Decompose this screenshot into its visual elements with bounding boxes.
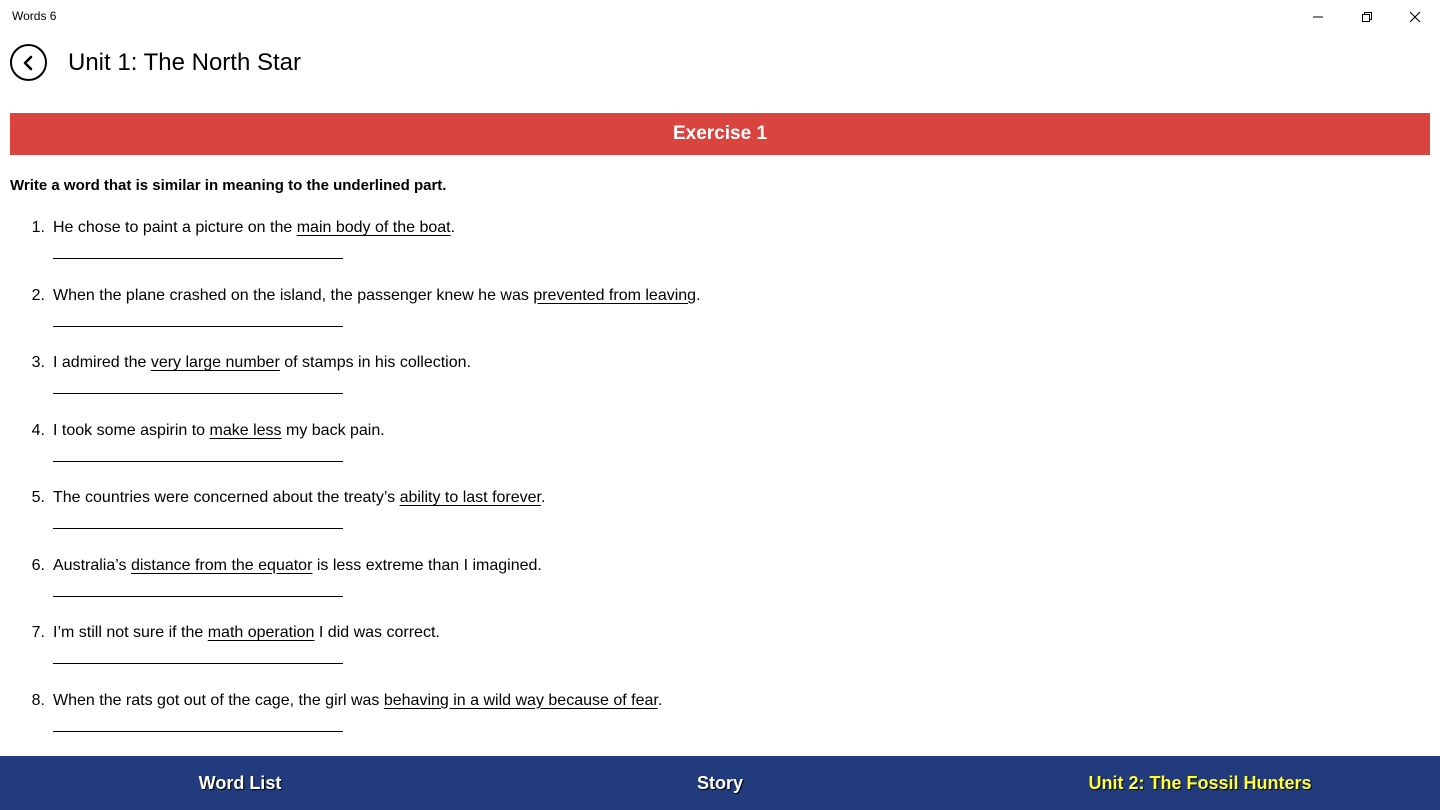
question-text: Australia’s distance from the equator is less extreme than I imagined. — [53, 556, 542, 574]
underlined-phrase: very large number — [150, 354, 280, 371]
question-text: When the plane crashed on the island, the passenger knew he was prevented from leaving. — [53, 286, 701, 304]
underlined-phrase: math operation — [207, 624, 315, 641]
question-item — [0, 689, 1440, 749]
close-icon — [1409, 11, 1421, 23]
chevron-left-icon — [21, 55, 37, 71]
answer-field[interactable] — [53, 258, 343, 259]
question-number: 4. — [31, 421, 45, 439]
answer-field[interactable] — [53, 528, 343, 529]
question-number: 2. — [31, 286, 45, 304]
minimize-button[interactable] — [1294, 0, 1342, 34]
answer-field[interactable] — [53, 461, 343, 462]
nav-next-unit[interactable]: Unit 2: The Fossil Hunters — [1088, 772, 1312, 793]
page-header — [0, 40, 1440, 90]
answer-field[interactable] — [53, 731, 343, 732]
question-number: 6. — [31, 556, 45, 574]
question-number: 1. — [31, 219, 45, 236]
question-item — [0, 419, 1440, 479]
question-item — [0, 284, 1440, 344]
close-button[interactable] — [1391, 0, 1439, 34]
nav-story[interactable]: Story — [696, 772, 743, 793]
underlined-phrase: make less — [209, 421, 282, 439]
answer-field[interactable] — [53, 393, 343, 394]
underlined-phrase: prevented from leaving — [533, 286, 697, 304]
back-button[interactable] — [10, 44, 47, 81]
question-item — [0, 216, 1440, 276]
underlined-phrase: ability to last forever — [399, 489, 541, 506]
question-number: 5. — [31, 489, 45, 506]
question-text: I took some aspirin to make less my back pain. — [53, 421, 385, 439]
restore-icon — [1361, 11, 1373, 23]
underlined-phrase: behaving in a wild way because of fear — [383, 691, 658, 709]
restore-button[interactable] — [1343, 0, 1391, 34]
underlined-phrase: main body of the boat — [296, 219, 451, 236]
question-number: 7. — [31, 624, 45, 641]
question-item — [0, 554, 1440, 614]
question-number: 8. — [31, 691, 45, 709]
bottom-nav-bar — [0, 756, 1440, 810]
minimize-icon — [1312, 11, 1324, 23]
app-title: Words 6 — [12, 9, 57, 23]
question-item — [0, 621, 1440, 681]
exercise-title: Exercise 1 — [672, 123, 768, 144]
underlined-phrase: distance from the equator — [130, 556, 313, 574]
question-item — [0, 486, 1440, 546]
question-text: He chose to paint a picture on the main body of the boat. — [53, 219, 456, 236]
question-number: 3. — [31, 354, 45, 371]
question-text: The countries were concerned about the treaty’s ability to last forever. — [53, 489, 546, 506]
answer-field[interactable] — [53, 326, 343, 327]
answer-field[interactable] — [53, 663, 343, 664]
answer-field[interactable] — [53, 596, 343, 597]
question-item — [0, 351, 1440, 411]
exercise-banner — [10, 113, 1430, 155]
question-text: I admired the very large number of stamps in his collection. — [53, 354, 471, 371]
nav-word-list[interactable]: Word List — [198, 772, 282, 793]
question-text: I’m still not sure if the math operation I did was correct. — [53, 624, 440, 641]
title-bar — [0, 0, 1440, 34]
page-title: Unit 1: The North Star — [68, 49, 301, 76]
question-text: When the rats got out of the cage, the girl was behaving in a wild way because of fear. — [53, 691, 663, 709]
exercise-instructions: Write a word that is similar in meaning to the underlined part. — [10, 177, 447, 194]
